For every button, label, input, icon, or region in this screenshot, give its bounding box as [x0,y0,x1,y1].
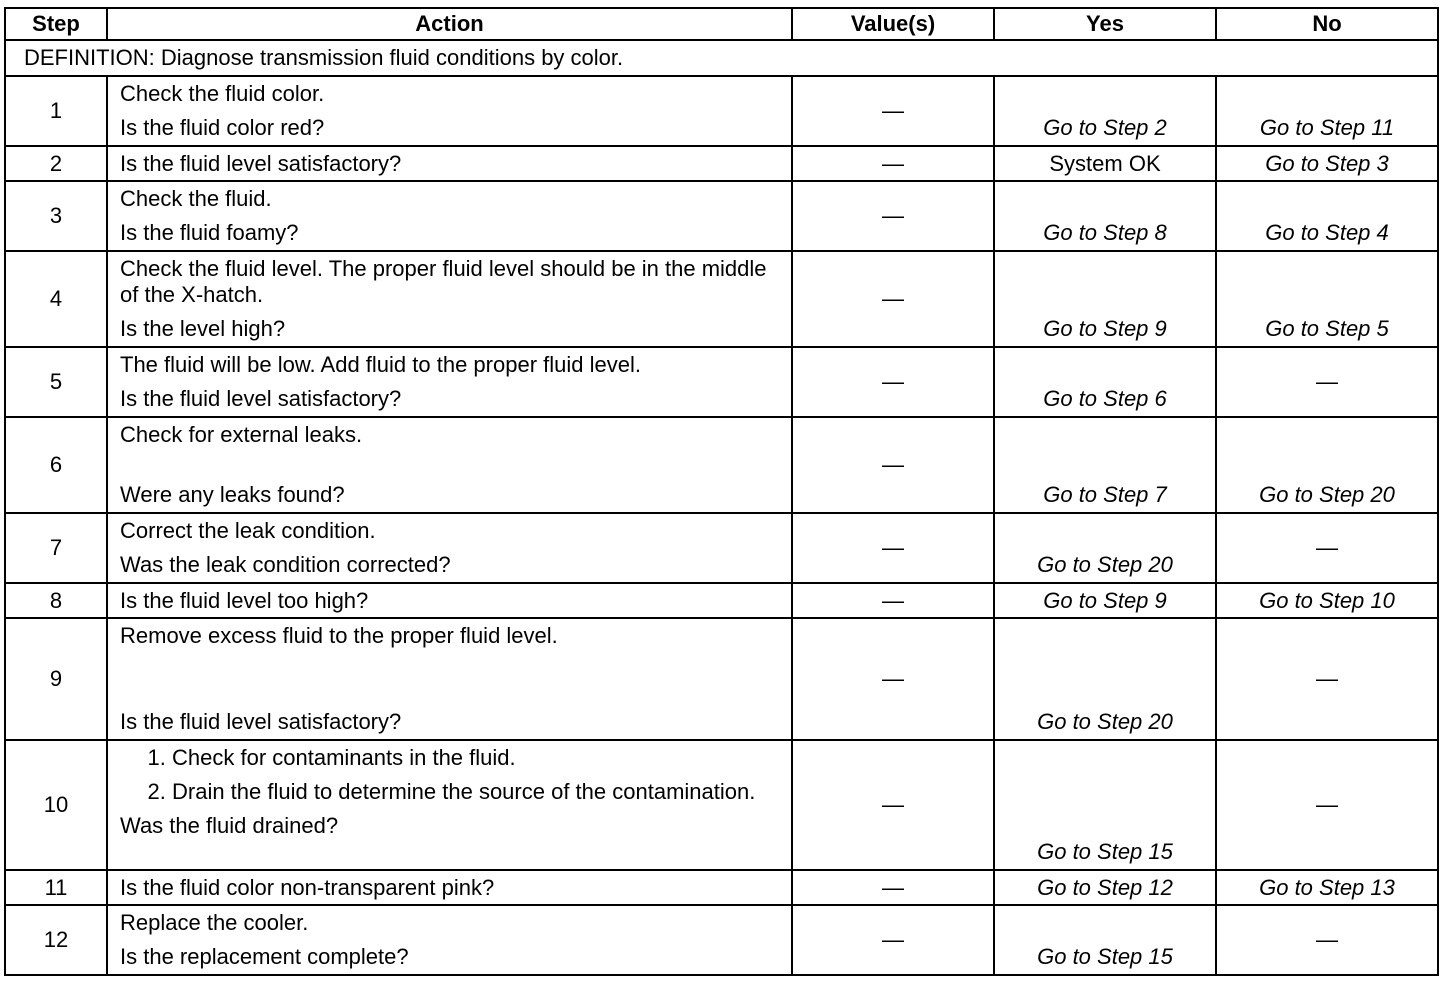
definition-text: DEFINITION: Diagnose transmission fluid conditions by color. [5,40,1438,76]
step-number: 7 [5,513,107,583]
action-cell [107,905,792,975]
step-number: 3 [5,181,107,251]
table-row [5,347,1438,417]
value-cell: — [792,181,994,251]
table-row [5,181,1438,251]
action-text: The fluid will be low. Add fluid to the proper fluid level. [120,352,641,377]
step-number: 11 [5,870,107,905]
value-cell: — [792,347,994,417]
no-link[interactable]: Go to Step 10 [1216,583,1438,618]
step-number: 8 [5,583,107,618]
list-item: 1. Check for contaminants in the fluid. [172,745,783,771]
no-link[interactable]: Go to Step 20 [1216,417,1438,513]
action-question: Is the fluid color non-transparent pink? [120,874,495,900]
yes-link[interactable]: Go to Step 15 [994,740,1216,870]
table-row [5,417,1438,513]
action-question: Is the fluid color red? [120,115,325,140]
action-text: Check for external leaks. [120,422,363,447]
action-question: Is the fluid level satisfactory? [120,709,402,734]
table-row [5,251,1438,347]
diagnostic-table [4,7,1439,976]
action-text: Correct the leak condition. [120,518,376,543]
header-action: Action [107,8,792,40]
no-result: — [1216,513,1438,583]
step-number: 9 [5,618,107,740]
list-item: 2. Drain the fluid to determine the source of the contamination. [172,779,783,805]
yes-link[interactable]: Go to Step 9 [994,583,1216,618]
header-step: Step [5,8,107,40]
value-cell: — [792,513,994,583]
action-cell [107,146,792,181]
value-cell: — [792,583,994,618]
action-steps-list [120,745,783,805]
header-no: No [1216,8,1438,40]
action-question: Is the replacement complete? [120,944,409,969]
value-cell: — [792,905,994,975]
table-row [5,870,1438,905]
yes-link[interactable]: Go to Step 20 [994,513,1216,583]
action-cell [107,181,792,251]
table-row [5,618,1438,740]
no-link[interactable]: Go to Step 5 [1216,251,1438,347]
action-question: Is the level high? [120,316,286,341]
no-result: — [1216,347,1438,417]
header-value: Value(s) [792,8,994,40]
table-row [5,146,1438,181]
action-text: Remove excess fluid to the proper fluid level. [120,623,558,648]
action-question: Is the fluid foamy? [120,220,299,245]
step-number: 4 [5,251,107,347]
action-question: Was the leak condition corrected? [120,552,451,577]
step-number: 5 [5,347,107,417]
action-text: Check the fluid color. [120,81,325,106]
action-cell [107,417,792,513]
step-number: 10 [5,740,107,870]
action-cell [107,870,792,905]
no-link[interactable]: Go to Step 3 [1216,146,1438,181]
table-row [5,513,1438,583]
yes-link[interactable]: Go to Step 15 [994,905,1216,975]
value-cell: — [792,146,994,181]
value-cell: — [792,870,994,905]
yes-link[interactable]: Go to Step 9 [994,251,1216,347]
value-cell: — [792,251,994,347]
action-text: Check the fluid. [120,186,272,211]
action-question: Is the fluid level satisfactory? [120,150,402,176]
action-text: Check the fluid level. The proper fluid level should be in the middle of the X-hatch. [120,256,767,307]
action-question: Were any leaks found? [120,482,345,507]
no-link[interactable]: Go to Step 13 [1216,870,1438,905]
step-number: 1 [5,76,107,146]
value-cell: — [792,618,994,740]
action-cell [107,618,792,740]
yes-link[interactable]: Go to Step 2 [994,76,1216,146]
no-result: — [1216,740,1438,870]
yes-link[interactable]: Go to Step 6 [994,347,1216,417]
table-row [5,740,1438,870]
no-link[interactable]: Go to Step 4 [1216,181,1438,251]
no-link[interactable]: Go to Step 11 [1216,76,1438,146]
table-row [5,76,1438,146]
action-question: Is the fluid level too high? [120,587,369,613]
header-yes: Yes [994,8,1216,40]
step-number: 6 [5,417,107,513]
yes-link[interactable]: Go to Step 7 [994,417,1216,513]
yes-result: System OK [994,146,1216,181]
step-number: 12 [5,905,107,975]
no-result: — [1216,905,1438,975]
action-cell [107,251,792,347]
table-row [5,583,1438,618]
action-text: Replace the cooler. [120,910,309,935]
definition-row [5,40,1438,76]
value-cell: — [792,76,994,146]
yes-link[interactable]: Go to Step 8 [994,181,1216,251]
value-cell: — [792,740,994,870]
action-cell [107,347,792,417]
yes-link[interactable]: Go to Step 12 [994,870,1216,905]
action-question: Is the fluid level satisfactory? [120,386,402,411]
action-cell [107,740,792,870]
action-cell [107,583,792,618]
step-number: 2 [5,146,107,181]
table-row [5,905,1438,975]
no-result: — [1216,618,1438,740]
action-question: Was the fluid drained? [120,813,339,838]
header-row [5,8,1438,40]
yes-link[interactable]: Go to Step 20 [994,618,1216,740]
action-cell [107,76,792,146]
value-cell: — [792,417,994,513]
action-cell [107,513,792,583]
